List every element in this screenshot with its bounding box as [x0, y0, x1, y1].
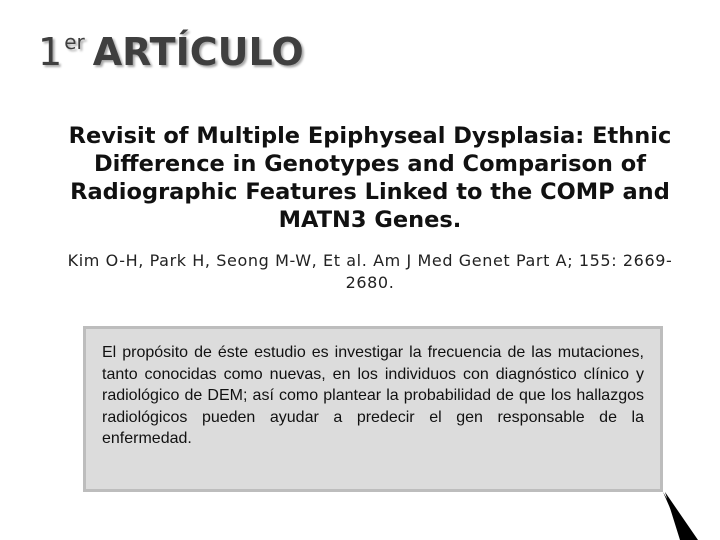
abstract-box [83, 326, 663, 492]
article-title: Revisit of Multiple Epiphyseal Dysplasia: Ethnic Difference in Genotypes and Comparison of Radiographic Features Linked to the COMP and MATN3 Genes. [68, 123, 672, 233]
heading-word: ARTÍCULO [92, 30, 304, 74]
heading-number: 1 [38, 30, 63, 74]
abstract-text: El propósito de éste estudio es investigar la frecuencia de las mutaciones, tanto conocidas como nuevas, en los individuos con diagnóstico clínico y radiológico de DEM; así como plantear la probabilidad de que los hallazgos radiológicos pueden ayudar a predecir el gen responsable de la enfermedad. [102, 344, 644, 447]
slide-heading [38, 30, 304, 90]
article-citation: Kim O-H, Park H, Seong M-W, Et al. Am J Med Genet Part A; 155: 2669-2680. [67, 251, 673, 292]
heading-superscript: er [64, 30, 85, 54]
